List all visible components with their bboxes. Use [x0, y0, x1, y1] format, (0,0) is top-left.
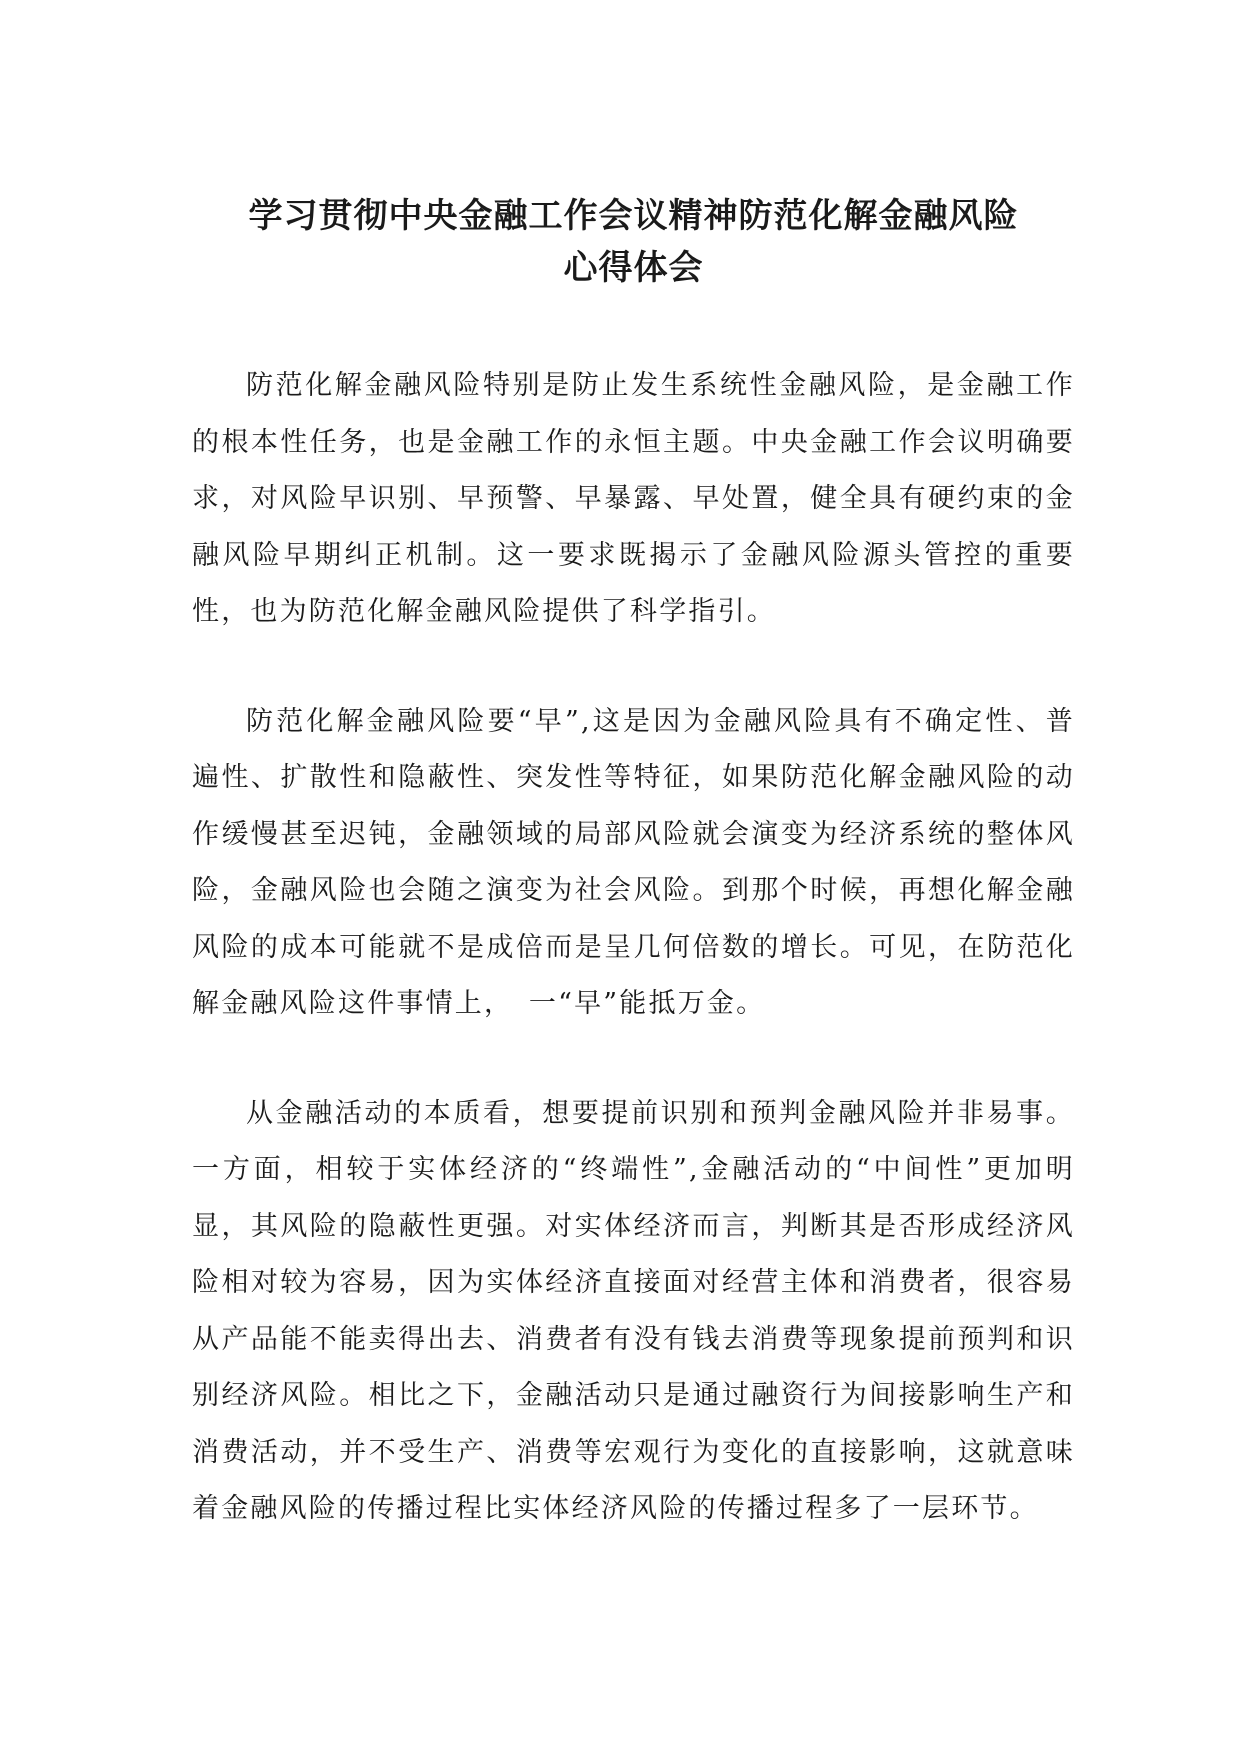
document-title: [192, 190, 1075, 294]
paragraph-2: 防范化解金融风险要“早”,这是因为金融风险具有不确定性、普遍性、扩散性和隐蔽性、突发性等特征，如果防范化解金融风险的动作缓慢甚至迟钝，金融领域的局部风险就会演变为经济系统的整体风险，金融风险也会随之演变为社会风险。到那个时候，再想化解金融风险的成本可能就不是成倍而是呈几何倍数的增长。可见，在防范化解金融风险这件事情上， 一“早”能抵万金。: [192, 705, 1075, 1019]
title-line-2: 心得体会: [563, 248, 704, 288]
paragraph-1: 防范化解金融风险特别是防止发生系统性金融风险，是金融工作的根本性任务，也是金融工作的永恒主题。中央金融工作会议明确要求，对风险早识别、早预警、早暴露、早处置，健全具有硬约束的金融风险早期纠正机制。这一要求既揭示了金融风险源头管控的重要性，也为防范化解金融风险提供了科学指引。: [192, 370, 1075, 627]
paragraph-3: 从金融活动的本质看，想要提前识别和预判金融风险并非易事。一方面，相较于实体经济的“终端性”,金融活动的“中间性”更加明显，其风险的隐蔽性更强。对实体经济而言，判断其是否形成经济风险相对较为容易，因为实体经济直接面对经营主体和消费者，很容易从产品能不能卖得出去、消费者有没有钱去消费等现象提前预判和识别经济风险。相比之下，金融活动只是通过融资行为间接影响生产和消费活动，并不受生产、消费等宏观行为变化的直接影响，这就意味着金融风险的传播过程比实体经济风险的传播过程多了一层环节。: [192, 1097, 1075, 1524]
title-line-1: 学习贯彻中央金融工作会议精神防范化解金融风险: [248, 196, 1019, 236]
